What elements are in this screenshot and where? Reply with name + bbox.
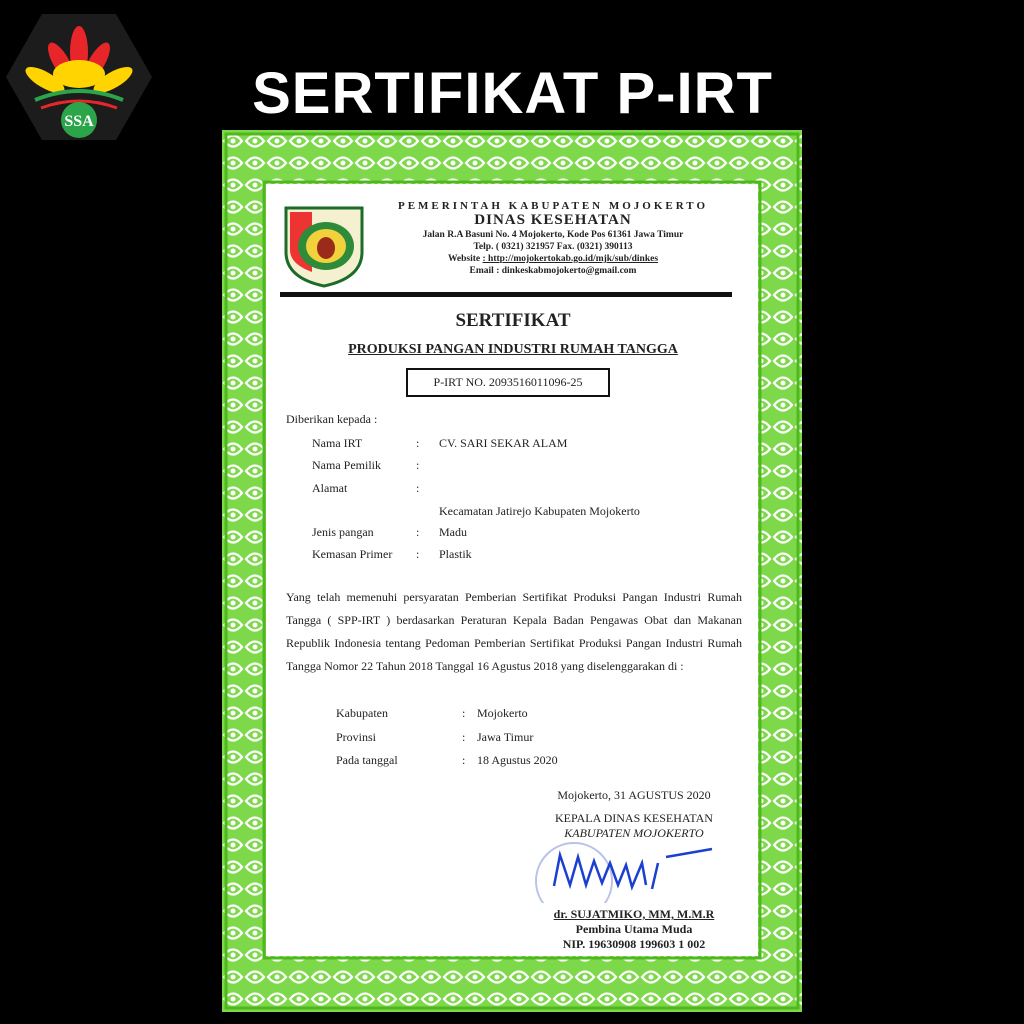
colon: : xyxy=(462,753,466,767)
letterhead-phone: Telp. ( 0321) 321957 Fax. (0321) 390113 xyxy=(473,242,633,252)
venue-label: Pada tanggal xyxy=(336,753,398,767)
venue-label: Kabupaten xyxy=(336,706,388,720)
colon: : xyxy=(416,458,420,472)
signature-block xyxy=(534,788,734,952)
website-label: Website xyxy=(447,254,483,264)
letterhead-government: PEMERINTAH KABUPATEN MOJOKERTO xyxy=(397,200,709,212)
letterhead-address: Jalan R.A Basuni No. 4 Mojokerto, Kode Pos 61361 Jawa Timur xyxy=(422,230,684,240)
field-label: Kemasan Primer xyxy=(312,547,393,561)
field-value: CV. SARI SEKAR ALAM xyxy=(439,436,568,450)
signer-office: KEPALA DINAS KESEHATAN xyxy=(555,811,713,825)
header-divider xyxy=(280,292,732,297)
venue-label: Provinsi xyxy=(336,730,377,744)
letterhead xyxy=(274,200,752,277)
venue-value: Mojokerto xyxy=(477,706,528,720)
colon: : xyxy=(416,436,420,450)
letterhead-website xyxy=(354,253,752,265)
field-value: Plastik xyxy=(439,547,472,561)
field-label: Jenis pangan xyxy=(312,525,374,539)
field-label: Nama IRT xyxy=(312,436,363,450)
colon: : xyxy=(462,706,466,720)
given-to-label: Diberikan kepada : xyxy=(286,412,378,426)
signer-nip: NIP. 19630908 199603 1 002 xyxy=(562,937,706,951)
field-value: Kecamatan Jatirejo Kabupaten Mojokerto xyxy=(439,504,640,518)
signer-name: dr. SUJATMIKO, MM, M.M.R xyxy=(553,907,715,921)
certification-statement: Yang telah memenuhi persyaratan Pemberian Sertifikat Produksi Pangan Industri Rumah Tangga ( SPP-IRT ) berdasarkan Peraturan Kepala Badan Pengawas Obat dan Makanan Republik Indonesia tentang Pedoman Pemberian Sertifikat Produksi Pangan Industri Rumah Tangga Nomor 22 Tahun 2018 Tanggal 16 Agustus 2018 yang diselenggarakan di : xyxy=(286,590,742,673)
field-value: Madu xyxy=(439,525,467,539)
colon: : xyxy=(416,481,420,495)
signer-rank: Pembina Utama Muda xyxy=(575,922,693,936)
page-title: SERTIFIKAT P-IRT xyxy=(252,61,773,126)
colon: : xyxy=(462,730,466,744)
field-label: Alamat xyxy=(312,481,348,495)
venue-value: 18 Agustus 2020 xyxy=(477,753,558,767)
ssa-logo xyxy=(5,12,153,142)
website-link: : http://mojokertokab.go.id/mjk/sub/dinkes xyxy=(482,254,659,264)
place-date: Mojokerto, 31 AGUSTUS 2020 xyxy=(557,788,711,802)
letterhead-agency: DINAS KESEHATAN xyxy=(474,212,632,228)
certificate-number: P-IRT NO. 2093516011096-25 xyxy=(406,368,610,397)
signer-office-region: KABUPATEN MOJOKERTO xyxy=(564,826,704,840)
colon: : xyxy=(416,547,420,561)
svg-text:SSA: SSA xyxy=(64,113,94,130)
colon: : xyxy=(416,525,420,539)
venue-value: Jawa Timur xyxy=(477,730,534,744)
certificate-subtitle: PRODUKSI PANGAN INDUSTRI RUMAH TANGGA xyxy=(348,342,678,357)
certificate-document xyxy=(222,130,802,1012)
field-label: Nama Pemilik xyxy=(312,458,381,472)
signature-stamp xyxy=(534,841,734,903)
certificate-title: SERTIFIKAT xyxy=(455,310,571,331)
letterhead-email: Email : dinkeskabmojokerto@gmail.com xyxy=(469,266,637,276)
